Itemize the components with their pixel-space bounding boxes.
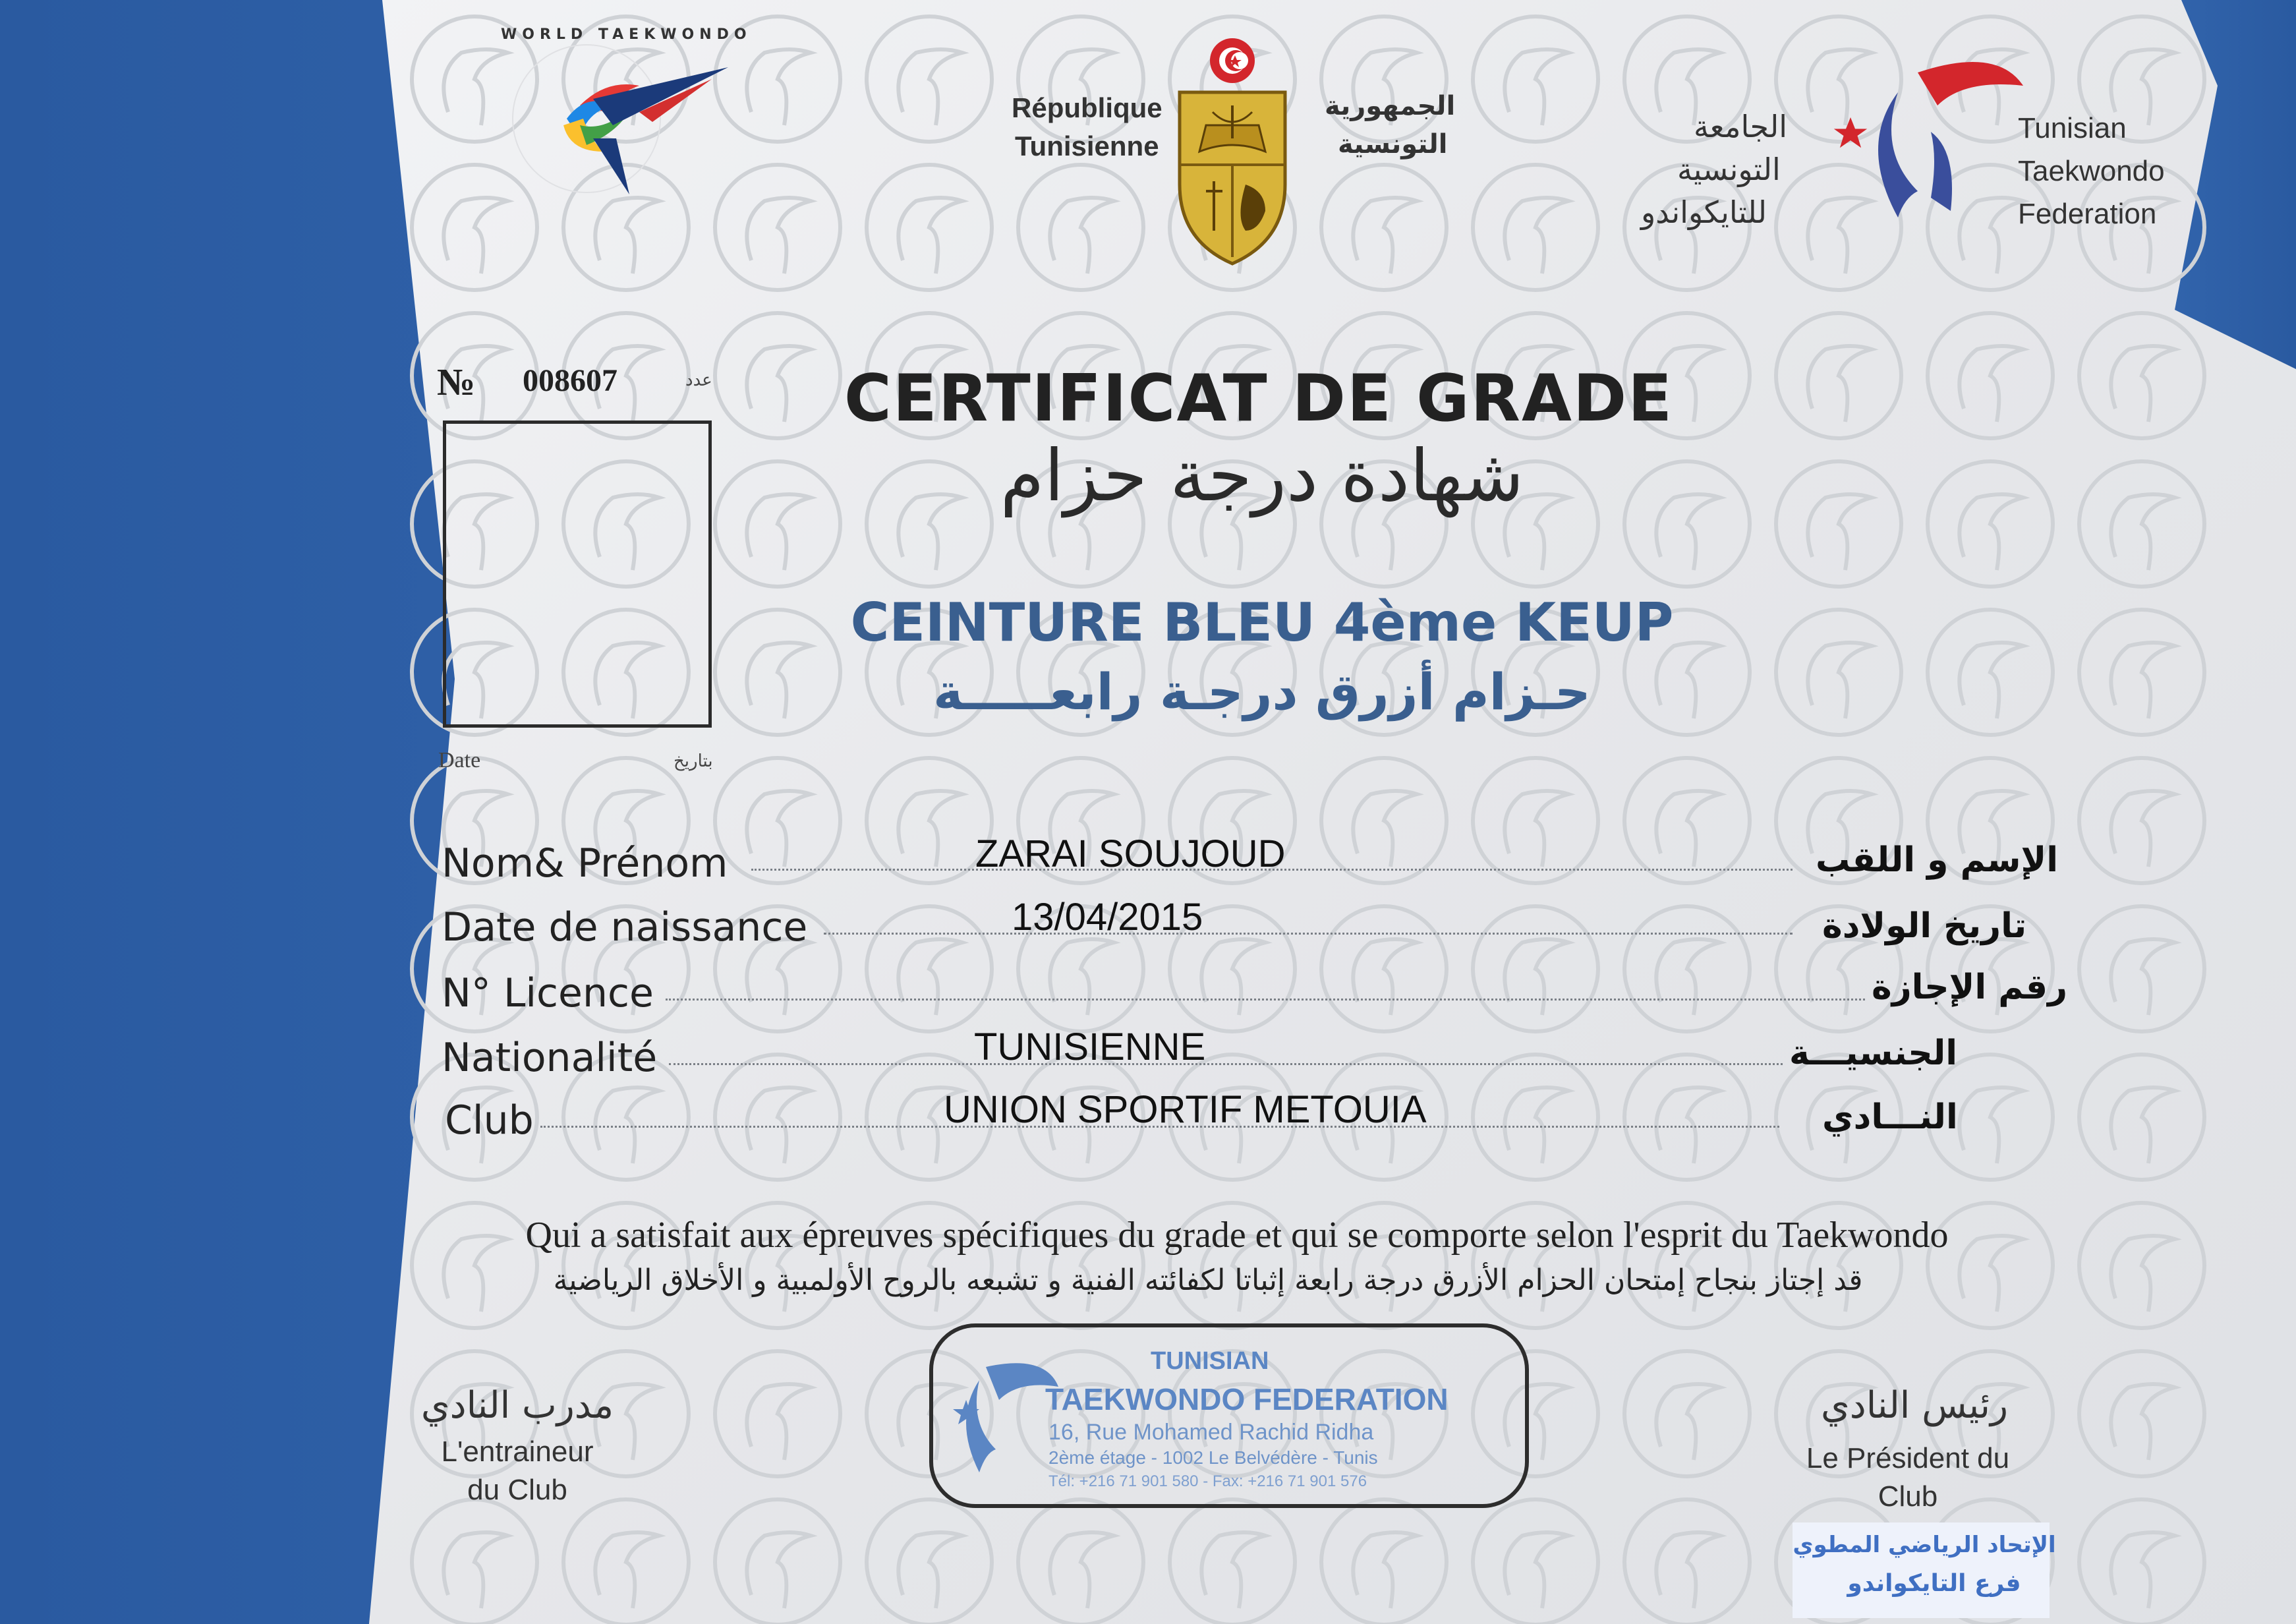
federation-en-line3: Federation [2018,198,2157,230]
photo-box [443,420,712,728]
field-label-licence: N° Licence [442,970,654,1016]
field-label-nationality-ar: الجنسيـــة [1789,1033,1958,1073]
field-value-club: UNION SPORTIF METOUIA [944,1088,1427,1131]
field-value-name: ZARAI SOUJOUD [975,832,1286,875]
club-stamp [1793,1522,2056,1618]
field-label-birthdate: Date de naissance [442,904,808,950]
coach-title-ar: مدرب النادي [420,1384,614,1427]
date-label-fr: Date [438,748,481,772]
republic-ar-line1: الجمهورية [1325,91,1456,121]
title-fr: CERTIFICAT DE GRADE [844,361,1674,436]
field-label-licence-ar: رقم الإجازة [1872,968,2068,1007]
field-value-nationality: TUNISIENNE [974,1026,1206,1068]
president-title-ar: رئيس النادي [1820,1384,2009,1427]
statement-fr: Qui a satisfait aux épreuves spécifiques du grade et qui se comporte selon l'esprit du Taekwondo [525,1215,1949,1256]
republic-fr-line1: République [1012,92,1162,123]
world-taekwondo-logo [488,26,752,211]
number-label-ar: عدد [685,370,712,390]
club-stamp-line1: الإتحاد الرياضي المطوي [1793,1532,2056,1558]
world-taekwondo-emblem-icon [488,26,738,211]
president-title-fr-line2: Club [1878,1480,1938,1513]
date-label-ar: بتاريخ [674,751,713,771]
federation-ar-line1: الجامعة [1694,109,1787,144]
federation-ar-line3: للتايكواندو [1641,194,1767,230]
field-label-club: Club [445,1097,534,1144]
stamp-emblem-icon [946,1354,1065,1486]
dotted-line [824,933,1793,935]
president-title-fr-line1: Le Président du [1806,1442,2010,1474]
federation-stamp [929,1323,1529,1508]
stamp-line2: TAEKWONDO FEDERATION [1045,1382,1449,1416]
republic-ar-line2: التونسية [1338,129,1448,160]
coat-of-arms-icon [1173,33,1292,267]
field-label-name: Nom& Prénom [442,840,728,886]
dotted-line [666,999,1865,1000]
certificate-number: 008607 [523,363,617,398]
federation-en-line1: Tunisian [2018,112,2127,144]
federation-ar-line2: التونسية [1677,152,1781,187]
world-taekwondo-text: WORLD TAEKWONDO [501,26,752,43]
coach-title-fr-line1: L'entraineur [441,1436,594,1468]
grade-ar: حـزام أزرق درجـة رابعـــــة [933,662,1591,721]
stamp-line1: TUNISIAN [1151,1347,1269,1375]
field-label-club-ar: النـــادي [1822,1097,1958,1137]
tunisia-coat-of-arms [1173,33,1292,267]
stamp-line4: 2ème étage - 1002 Le Belvédère - Tunis [1048,1447,1378,1468]
stamp-line5: Tél: +216 71 901 580 - Fax: +216 71 901 576 [1048,1472,1367,1490]
field-label-nationality: Nationalité [442,1035,658,1081]
federation-logo [1832,53,2030,244]
dotted-line [669,1063,1783,1065]
field-label-birthdate-ar: تاريخ الولادة [1822,906,2027,946]
coach-title-fr-line2: du Club [467,1474,567,1506]
field-label-name-ar: الإسم و اللقب [1816,840,2059,880]
federation-en-line2: Taekwondo [2018,155,2165,187]
field-value-birthdate: 13/04/2015 [1012,896,1203,939]
title-ar: شهادة درجة حزام [1000,435,1524,517]
statement-ar: قد إجتاز بنجاح إمتحان الحزام الأزرق درجة رابعة إثباتا لكفائته الفنية و تشبعه بالروح الأولمبية و الأخلاق الرياضية [553,1263,1863,1297]
republic-fr-line2: Tunisienne [1015,130,1159,161]
number-symbol: № [437,361,476,403]
club-stamp-line2: فرع التايكواندو [1847,1570,2021,1597]
federation-emblem-icon [1832,53,2030,244]
stamp-line3: 16, Rue Mohamed Rachid Ridha [1048,1420,1374,1445]
grade-fr: CEINTURE BLEU 4ème KEUP [850,592,1674,653]
